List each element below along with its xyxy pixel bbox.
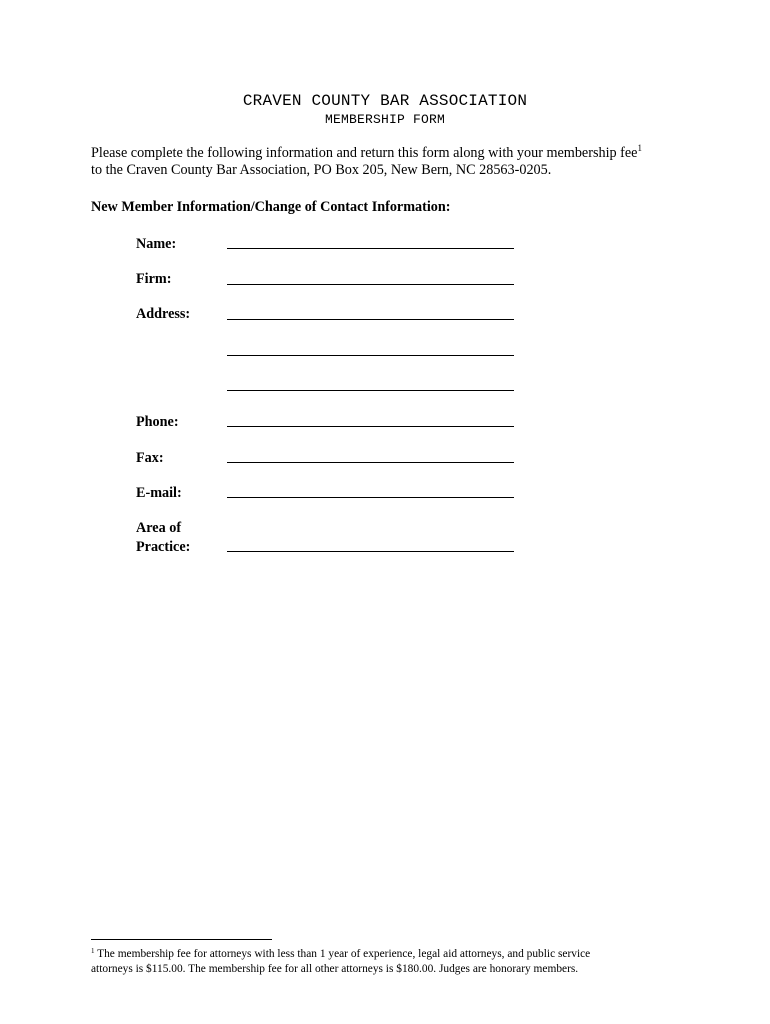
page-subtitle: MEMBERSHIP FORM [324, 112, 446, 127]
address-field-line-3[interactable] [227, 390, 514, 391]
footnote-rule [91, 939, 272, 940]
footnote-marker: 1 [91, 947, 95, 955]
email-label: E-mail: [136, 485, 182, 501]
footnote-line-2: attorneys is $115.00. The membership fee for all other attorneys is $180.00. Judges are honorary members. [91, 963, 579, 975]
name-field[interactable] [227, 248, 514, 249]
address-label: Address: [136, 306, 191, 322]
address-field-line-2[interactable] [227, 355, 514, 356]
address-field-line-1[interactable] [227, 319, 514, 320]
fax-label: Fax: [136, 450, 164, 466]
name-label: Name: [136, 236, 177, 252]
phone-label: Phone: [136, 414, 179, 430]
firm-field[interactable] [227, 284, 514, 285]
intro-line-1 [91, 145, 711, 162]
intro-paragraph [91, 145, 711, 179]
footnote-reference: 1 [637, 143, 642, 153]
footnote [91, 947, 691, 977]
firm-label: Firm: [136, 271, 172, 287]
footnote-line-1 [91, 947, 691, 962]
area-of-practice-label [136, 519, 190, 557]
footnote-text-1: The membership fee for attorneys with less than 1 year of experience, legal aid attorneys, and public service [94, 948, 591, 960]
intro-text-1: Please complete the following information and return this form along with your membership fee [91, 145, 638, 161]
phone-field[interactable] [227, 426, 514, 427]
area-label-line-2: Practice: [136, 539, 191, 555]
area-label-line-1: Area of [136, 520, 182, 536]
fax-field[interactable] [227, 462, 514, 463]
email-field[interactable] [227, 497, 514, 498]
section-heading: New Member Information/Change of Contact Information: [91, 199, 451, 215]
page-title: CRAVEN COUNTY BAR ASSOCIATION [242, 92, 528, 110]
area-of-practice-field[interactable] [227, 551, 514, 552]
intro-line-2: to the Craven County Bar Association, PO Box 205, New Bern, NC 28563-0205. [91, 162, 552, 178]
